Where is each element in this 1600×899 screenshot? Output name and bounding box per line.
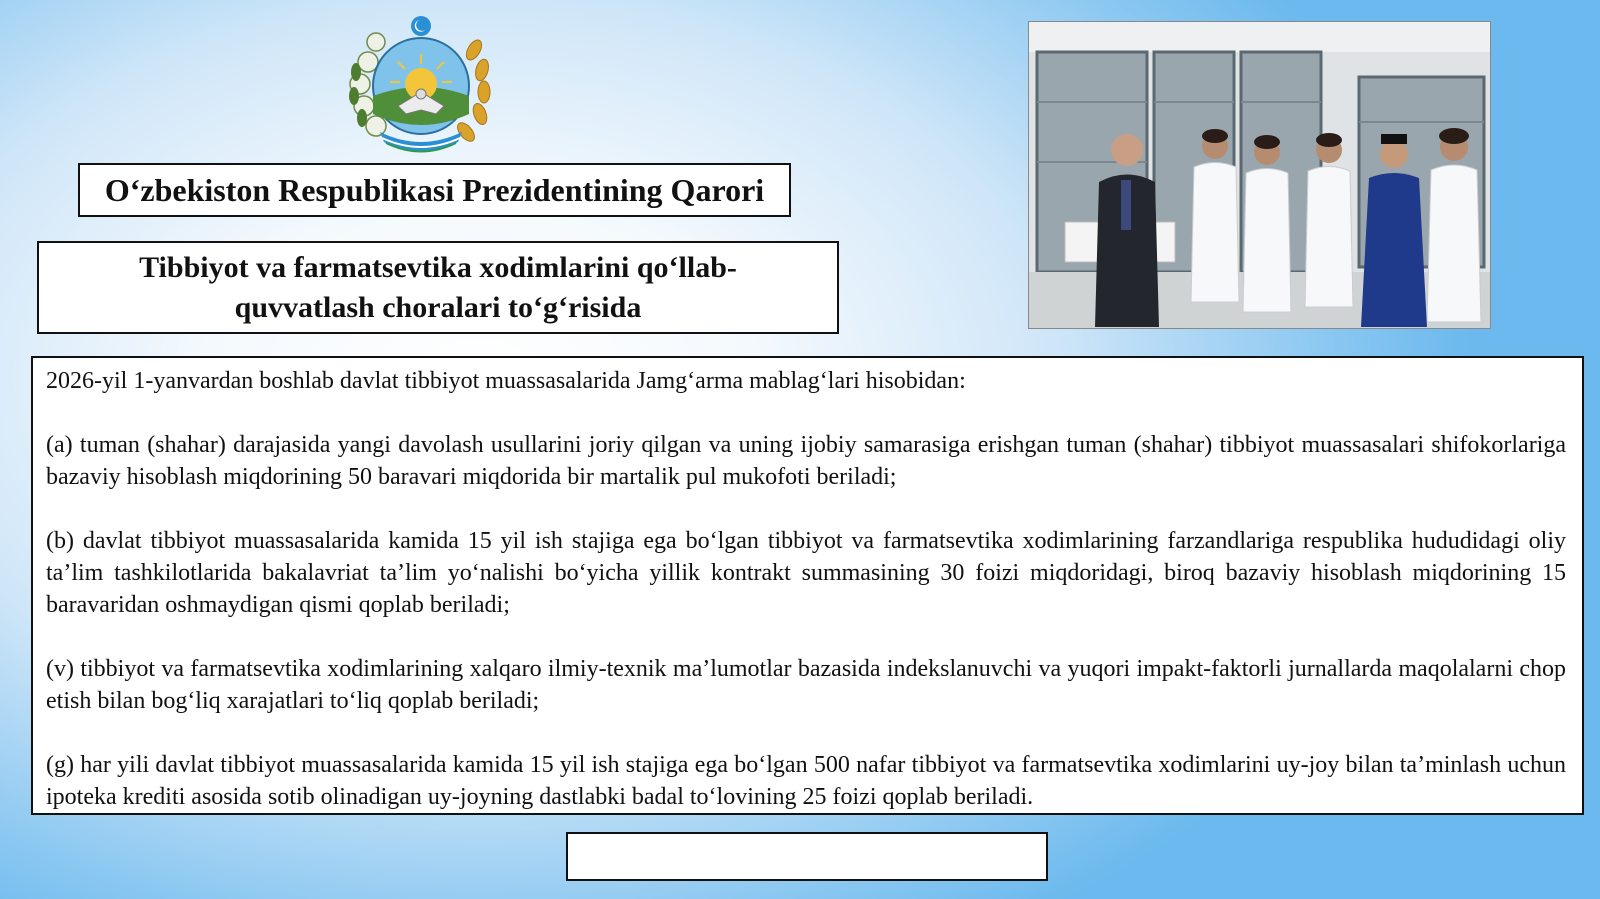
decree-subject: Tibbiyot va farmatsevtika xodimlarini qo‘llab-quvvatlash choralari to‘g‘risida <box>139 250 737 324</box>
decree-subject-box <box>37 241 839 334</box>
decree-item-g: (g) har yili davlat tibbiyot muassasalarida kamida 15 yil ish stajiga ega bo‘lgan 500 nafar tibbiyot va farmatsevtika xodimlarini uy-joy bilan ta’minlash uchun ipoteka krediti asosida sotib olinadigan uy-joyning dastlabki badal to‘lovining 25 foizi qoplab beriladi. <box>46 752 1566 810</box>
decree-item-a: (a) tuman (shahar) darajasida yangi davolash usullarini joriy qilgan va uning ijobiy samarasiga erishgan tuman (shahar) tibbiyot muassasalari shifokorlariga bazaviy hisoblash miqdorining 50 baravari miqdorida bir martalik pul mukofoti beriladi; <box>46 432 1566 490</box>
decree-title-box <box>78 163 791 217</box>
decree-content <box>31 356 1584 815</box>
officials-photo <box>1028 21 1491 329</box>
decree-item-b: (b) davlat tibbiyot muassasalarida kamida 15 yil ish stajiga ega bo‘lgan tibbiyot va farmatsevtika xodimlarining farzandlariga respublika hududidagi oliy ta’lim tashkilotlarida bakalavriat ta’lim yo‘nalishi bo‘yicha yillik kontrakt summasining 30 foizi miqdoridagi, biroq bazaviy hisoblash miqdorining 15 baravaridan oshmaydigan qismi qoplab beriladi; <box>46 528 1566 618</box>
decree-title: O‘zbekiston Respublikasi Prezidentining Qarori <box>104 171 765 208</box>
decree-item-v: (v) tibbiyot va farmatsevtika xodimlarining xalqaro ilmiy-texnik ma’lumotlar bazasida indekslanuvchi va yuqori impakt-faktorli jurnallarda maqolalarni chop etish bilan bog‘liq xarajatlari to‘liq qoplab beriladi; <box>46 656 1566 714</box>
state-emblem-icon <box>346 14 496 158</box>
decree-intro: 2026-yil 1-yanvardan boshlab davlat tibbiyot muassasalarida Jamg‘arma mablag‘lari hisobidan: <box>46 368 966 394</box>
footer-box <box>566 832 1048 881</box>
officials-with-medical-staff-photo-icon <box>1029 22 1491 329</box>
